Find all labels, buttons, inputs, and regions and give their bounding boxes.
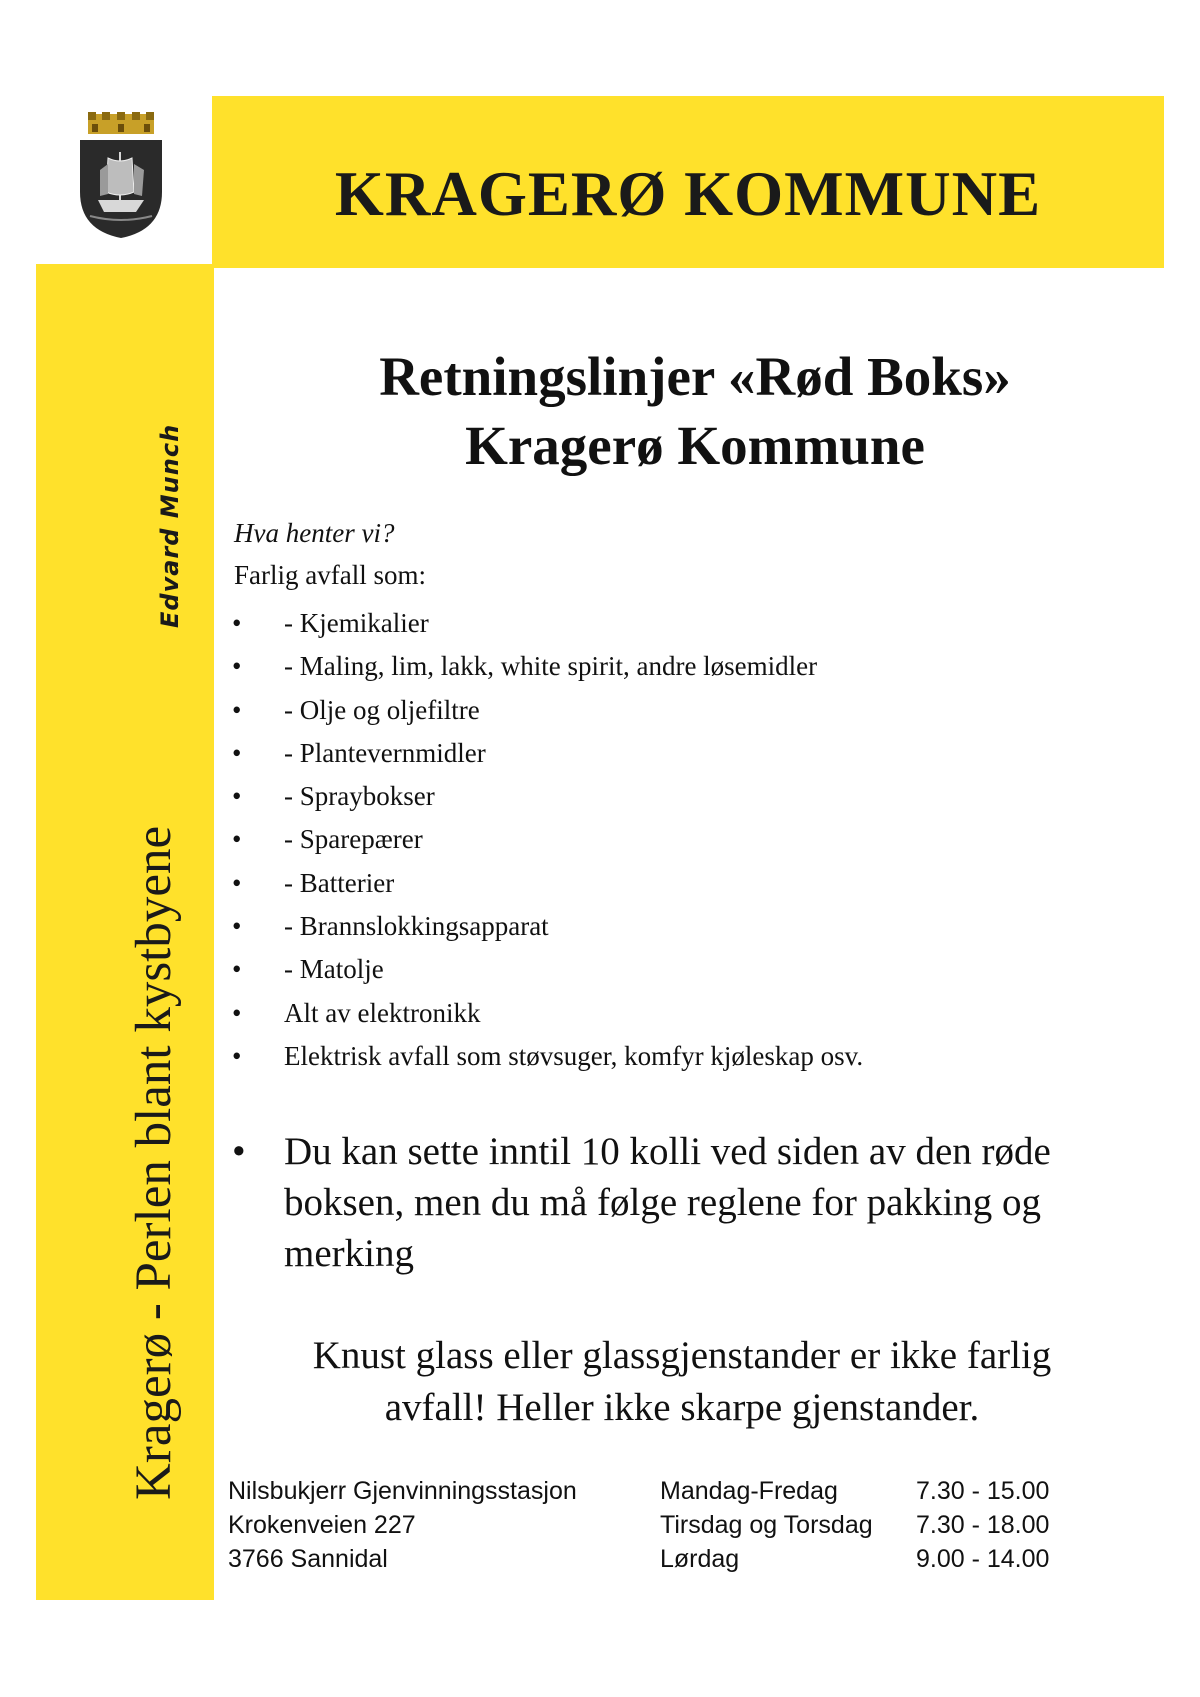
bullet-icon: • (232, 867, 242, 898)
bullet-icon: • (232, 781, 242, 812)
opening-day: Mandag-Fredag (660, 1477, 838, 1505)
list-item: • - Olje og oljefiltre (232, 689, 863, 732)
bullet-icon: • (232, 651, 242, 682)
list-item: • - Maling, lim, lakk, white spirit, andre løsemidler (232, 645, 863, 688)
bullet-icon: • (232, 737, 242, 768)
address-line: 3766 Sannidal (228, 1545, 388, 1573)
warning-line-2: avfall! Heller ikke skarpe gjenstander. (384, 1386, 980, 1429)
opening-time: 7.30 - 18.00 (916, 1511, 1050, 1539)
bullet-icon: • (232, 997, 242, 1028)
bullet-icon: • (232, 824, 242, 855)
list-item: • - Kjemikalier (232, 602, 863, 645)
notice-text: Du kan sette inntil 10 kolli ved siden av den røde boksen, men du må følge reglene for pakking og merking (284, 1130, 1051, 1275)
bullet-icon: • (232, 911, 242, 942)
question-heading: Hva henter vi? (234, 518, 395, 548)
list-item: • Alt av elektronikk (232, 992, 863, 1035)
hazardous-waste-list (232, 602, 863, 1078)
kragero-coat-of-arms-icon (78, 112, 164, 240)
title-line-1: Retningslinjer «Rød Boks» (379, 346, 1011, 407)
bullet-icon: • (232, 1040, 242, 1071)
opening-time: 9.00 - 14.00 (916, 1545, 1050, 1573)
opening-time: 7.30 - 15.00 (916, 1477, 1050, 1505)
bullet-icon: • (232, 608, 242, 638)
list-item: • - Batterier (232, 862, 863, 905)
packing-notice (232, 1126, 1112, 1279)
address-line: Krokenveien 227 (228, 1511, 416, 1539)
bullet-icon: • (232, 1130, 246, 1173)
title-line-2: Kragerø Kommune (465, 415, 925, 476)
address-line: Nilsbukjerr Gjenvinningsstasjon (228, 1477, 577, 1505)
opening-days (660, 1474, 873, 1576)
glass-warning (232, 1330, 1132, 1434)
list-item: • - Sparepærer (232, 818, 863, 861)
opening-day: Lørdag (660, 1545, 740, 1573)
bullet-icon: • (232, 694, 242, 725)
intro-text: Farlig avfall som: (234, 560, 426, 590)
opening-day: Tirsdag og Torsdag (660, 1511, 873, 1539)
opening-times (916, 1474, 1049, 1576)
municipality-title: KRAGERØ KOMMUNE (334, 159, 1042, 229)
list-item: • - Spraybokser (232, 775, 863, 818)
bullet-icon: • (232, 954, 242, 985)
slogan-vertical: Kragerø - Perlen blant kystbyene (126, 825, 182, 1500)
station-address (228, 1474, 577, 1576)
list-item: • - Plantevernmidler (232, 732, 863, 775)
warning-line-1: Knust glass eller glassgjenstander er ikke farlig (312, 1334, 1052, 1377)
document-title (230, 342, 1160, 480)
list-item: • - Brannslokkingsapparat (232, 905, 863, 948)
list-item: • - Matolje (232, 948, 863, 991)
signature-edvard-munch: Edvard Munch (156, 423, 184, 628)
list-item: • Elektrisk avfall som støvsuger, komfyr kjøleskap osv. (232, 1035, 863, 1078)
